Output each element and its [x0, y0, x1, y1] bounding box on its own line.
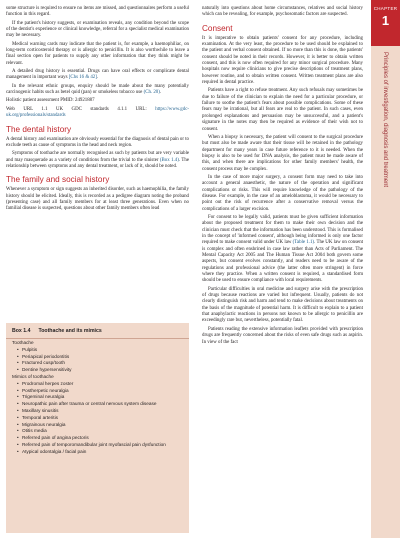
box-list-item: • Prodromal herpes zoster [6, 381, 189, 388]
box-list-item: • Fractured cusp/tooth [6, 360, 189, 367]
section-heading-dental-history: The dental history [6, 124, 72, 134]
box-toothache-mimics [6, 323, 189, 533]
paragraph: naturally into questions about home circumstances, relatives and social history which can be revealing, for example, psychosomatic factors are suspected. [202, 6, 363, 18]
box-list-item: • Migrainous neuralgia [6, 422, 189, 429]
box-title: Toothache and its mimics [38, 328, 102, 334]
chapter-tab [371, 0, 400, 46]
box-list-item: • Dentine hypersensitivity [6, 367, 189, 374]
box-category: Toothache [12, 340, 34, 345]
box-list-item: • Temporal arteritis [6, 415, 189, 422]
paragraph-text: . [159, 90, 162, 96]
cross-reference-link[interactable]: (Table 1.1) [292, 240, 315, 246]
box-list-item: • Referred pain of temporomandibular joint myofascial pain dysfunction [6, 442, 189, 449]
web-reference-label: Web URL 1.1 UK GDC standards 4.1.1 URL: [6, 106, 156, 112]
paragraph [202, 215, 363, 285]
chapter-number: 1 [381, 13, 390, 28]
cross-reference-link[interactable]: (Ch. 20) [143, 90, 160, 96]
box-list-item: • Otitis media [6, 428, 189, 435]
box-list-item: • Periapical periodontitis [6, 354, 189, 361]
paragraph: If the patient's history suggests, or examination reveals, any condition beyond the scope of the dentist's experience or clinical knowledge, referral for a specialist medical examination may be necessary. [6, 20, 189, 39]
box-list-item: • Postherpetic neuralgia [6, 388, 189, 395]
box-list-item: • Referred pain of angina pectoris [6, 435, 189, 442]
right-column [202, 6, 363, 348]
web-reference [6, 107, 189, 120]
left-column [6, 6, 189, 215]
paragraph: A dental history and examination are obviously essential for the diagnosis of dental pain or to exclude teeth as cause of symptoms in the head and neck region. [6, 136, 189, 148]
chapter-label: CHAPTER [373, 6, 398, 11]
paragraph-text: A detailed drug history is essential. Drugs can have oral effects or complicate dental management in important ways [6, 69, 189, 81]
paragraph: When a biopsy is necessary, the patient will consent to the surgical procedure but must also be made aware that their tissue will be retained in the pathology department for many years in case future reference to it is needed. When the biopsy is also to be used for DNA analysis, the patient must be made aware of this, and when there are implications for other family members' health, the consent process may be complex. [202, 134, 363, 172]
paragraph: Whenever a symptom or sign suggests an inherited disorder, such as haemophilia, the family history should be elicited. Ideally, this is recorded as a pedigree diagram noting the proband (presenting case) and all family members for at least three generations. Even when no familial disease is suspected, questions about other family members often lead [6, 187, 189, 212]
paragraph [6, 84, 189, 97]
box-header [6, 323, 189, 339]
paragraph-text: . The relationship between symptoms and any dental treatment, or lack of it, should be noted. [6, 157, 189, 169]
box-list [6, 339, 189, 456]
paragraph: some structure is required to ensure no items are missed, and questionnaires perform a useful function in this regard. [6, 6, 189, 18]
paragraph-text: For consent to be legally valid, patients must be given sufficient information about the proposed treatment for them to make their own decision and the clinician must check that the information has been understood. This is formalised in the concept of 'informed consent', although being informed is only one factor required to make consent valid under UK law [202, 214, 363, 246]
pmid-reference: Holistic patient assessment PMID: 24921887 [6, 98, 95, 104]
paragraph: Patients have a right to refuse treatment. Any such refusals may sometimes be due to failure of the clinician to explain the need for a particular procedure, or failure to soothe the patient's fears about possible complications. Some of these fears may be irrational, but all fears are real to the patient. In such cases, even prolonged explanations and persuasion may be unsuccessful, and a patient's signature in the notes may then be required as evidence of their wish not to consent. [202, 88, 363, 132]
paragraph-text: In the relevant ethnic groups, enquiry should be made about the many potentially carcinogenic habits such as betel quid (pan) or smokeless tobacco use [6, 83, 189, 96]
web-url-link[interactable]: https://www.gdc-uk.org/professionals/standards [6, 106, 189, 119]
box-category: Mimics of toothache [12, 373, 54, 379]
section-heading-consent: Consent [202, 23, 233, 33]
paragraph: Particular difficulties in oral medicine and surgery arise with the prescription of drugs because reactions are varied but infrequent. Usually, patients do not clearly distinguish risk and harm and tend to make decisions about treatments on the basis of the magnitude of potential harm. It is difficult to explain to a patient that anaphylactic reactions in persons not known to be allergic to penicillin are exceedingly rare but, nevertheless, potentially fatal. [202, 286, 363, 324]
paragraph-text: . [96, 75, 99, 81]
cross-reference-link[interactable]: (Box 1.4) [159, 157, 179, 163]
paragraph: Medical warning cards may indicate that the patient is, for example, a haemophiliac, on long-term corticosteroid therapy or is allergic to penicillin. It is also worthwhile to leave a final section open for patients to supply any other information that they think might be relevant. [6, 41, 189, 66]
paragraph: In the case of more major surgery, a consent form may need to take into account a general anaesthetic, the nature of the operation and significant complications or risks. This will require knowledge of the pathology of the disease. For example, in the case of an ameloblastoma, it would be necessary to point out the risk of recurrence after a conservative removal versus the complications of a larger excision. [202, 174, 363, 212]
box-list-item: • Neuropathic pain after trauma or central nervous system disease [6, 401, 189, 408]
box-list-item: • Pulpitis [6, 347, 189, 354]
paragraph [6, 151, 189, 170]
paragraph: It is imperative to obtain patients' consent for any procedure, including examination. At the very least, the procedure to be used should be explained to the patient and verbal consent obtained. If no more than this is done, the patients' consent should be noted in their records. However, it is better to obtain written consent, and this is now often required for any minor surgical procedure. Many hospitals now require clinicians to give precise descriptions of treatment plans, however routine, and to obtain written consent. Written treatment plans are also required in dental practice. [202, 35, 363, 86]
paragraph-text: . The UK law on consent is complex and often enshrined in case law rather than Acts of Parliament. The Mental Capacity Act 2005 and The Human Tissue Act 2004 both govern some aspects, but consent evolves constantly, and readers need to be aware of the regulations and professional advice (the latter often more stringent) in force where they practice. When a written consent is required, a standardised form should be used to ensure compliance with local requirements. [202, 240, 364, 284]
box-list-item: • Trigeminal neuralgia [6, 394, 189, 401]
box-list-item: • Atypical odontalgia / facial pain [6, 449, 189, 456]
paragraph: Patients reading the extensive information leaflets provided with prescription drugs are frequently concerned about the risks of even safe drugs such as aspirin. In view of the fact [202, 326, 363, 345]
paragraph-text: Symptoms of toothache are normally recognised as such by patients but are very variable and may masquerade as a variety of conditions from the trivial to the sinister [6, 151, 189, 163]
section-heading-family-history: The family and social history [6, 175, 110, 185]
chapter-title: Principles of investigation, diagnosis and treatment [382, 52, 388, 188]
cross-reference-link[interactable]: [Chs 16 & 42] [68, 75, 97, 81]
paragraph [6, 69, 189, 82]
box-number: Box 1.4 [12, 328, 31, 334]
box-list-item: • Maxillary sinusitis [6, 408, 189, 415]
